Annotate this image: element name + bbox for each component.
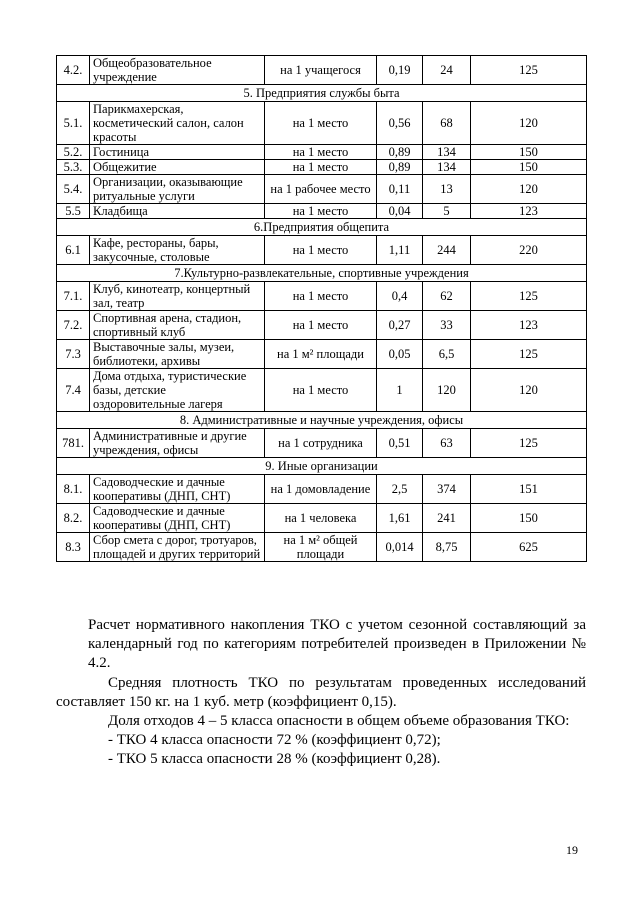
paragraph-text: Доля отходов 4 – 5 класса опасности в общем объеме образования ТКО: [108, 713, 570, 729]
category-name: Организации, оказывающие ритуальные услуги [90, 175, 265, 204]
row-number: 5.3. [57, 160, 90, 175]
category-name: Кладбища [90, 204, 265, 219]
table-row [57, 311, 587, 340]
paragraph-text: Средняя плотность ТКО по результатам проведенных исследований составляет 150 кг. на 1 куб. метр (коэффициент 0,15). [56, 675, 586, 710]
section-row [57, 219, 587, 236]
table-body [57, 56, 587, 562]
norm-value-2: 6,5 [423, 340, 471, 369]
calculation-unit: на 1 место [265, 102, 377, 145]
paragraph-density [56, 674, 586, 712]
calculation-unit: на 1 место [265, 369, 377, 412]
norm-value-3: 150 [471, 160, 587, 175]
section-title: 7.Культурно-развлекательные, спортивные учреждения [57, 265, 587, 282]
table-row [57, 56, 587, 85]
norm-value-3: 120 [471, 369, 587, 412]
norm-value-1: 1,11 [377, 236, 423, 265]
row-number: 6.1 [57, 236, 90, 265]
norm-value-2: 134 [423, 160, 471, 175]
norm-value-3: 123 [471, 204, 587, 219]
norm-value-3: 120 [471, 102, 587, 145]
row-number: 8.1. [57, 475, 90, 504]
norm-value-2: 13 [423, 175, 471, 204]
calculation-unit: на 1 домовладение [265, 475, 377, 504]
category-name: Гостиница [90, 145, 265, 160]
norm-value-3: 125 [471, 56, 587, 85]
norm-value-3: 151 [471, 475, 587, 504]
norm-value-2: 33 [423, 311, 471, 340]
section-title: 9. Иные организации [57, 458, 587, 475]
table-row [57, 204, 587, 219]
category-name: Общеобразовательное учреждение [90, 56, 265, 85]
norm-value-1: 0,4 [377, 282, 423, 311]
calculation-unit: на 1 место [265, 282, 377, 311]
norm-value-1: 1,61 [377, 504, 423, 533]
table-row [57, 429, 587, 458]
row-number: 7.3 [57, 340, 90, 369]
category-name: Общежитие [90, 160, 265, 175]
norm-value-1: 0,89 [377, 160, 423, 175]
row-number: 5.4. [57, 175, 90, 204]
category-name: Садоводческие и дачные кооперативы (ДНП, СНТ) [90, 475, 265, 504]
calculation-unit: на 1 место [265, 160, 377, 175]
table-row [57, 160, 587, 175]
norm-value-1: 0,19 [377, 56, 423, 85]
row-number: 8.2. [57, 504, 90, 533]
section-row [57, 458, 587, 475]
row-number: 5.2. [57, 145, 90, 160]
table-row [57, 504, 587, 533]
norm-value-3: 125 [471, 282, 587, 311]
norm-value-1: 2,5 [377, 475, 423, 504]
paragraph-text: Расчет нормативного накопления ТКО с учетом сезонной составляющий за календарный год по категориям потребителей произведен в Приложении № 4.2. [88, 617, 586, 671]
list-item-text: - ТКО 5 класса опасности 28 % (коэффициент 0,28). [108, 751, 441, 767]
category-name: Выставочные залы, музеи, библиотеки, архивы [90, 340, 265, 369]
calculation-unit: на 1 место [265, 145, 377, 160]
calculation-unit: на 1 место [265, 311, 377, 340]
norm-value-2: 244 [423, 236, 471, 265]
row-number: 5.5 [57, 204, 90, 219]
norm-value-2: 8,75 [423, 533, 471, 562]
norm-value-1: 0,014 [377, 533, 423, 562]
paragraph-calculation [88, 616, 586, 673]
page-number: 19 [566, 843, 578, 857]
norm-value-2: 134 [423, 145, 471, 160]
calculation-unit: на 1 сотрудника [265, 429, 377, 458]
row-number: 5.1. [57, 102, 90, 145]
row-number: 7.1. [57, 282, 90, 311]
norm-value-2: 374 [423, 475, 471, 504]
calculation-unit: на 1 место [265, 204, 377, 219]
category-name: Садоводческие и дачные кооперативы (ДНП, СНТ) [90, 504, 265, 533]
category-name: Спортивная арена, стадион, спортивный клуб [90, 311, 265, 340]
norm-value-1: 0,27 [377, 311, 423, 340]
calculation-unit: на 1 место [265, 236, 377, 265]
table-row [57, 145, 587, 160]
table-row [57, 369, 587, 412]
row-number: 7.2. [57, 311, 90, 340]
row-number: 8.3 [57, 533, 90, 562]
section-row [57, 85, 587, 102]
category-name: Кафе, рестораны, бары, закусочные, столовые [90, 236, 265, 265]
section-row [57, 412, 587, 429]
list-item-text: - ТКО 4 класса опасности 72 % (коэффициент 0,72); [108, 732, 441, 748]
table-row [57, 340, 587, 369]
list-item-class4 [108, 731, 586, 750]
norm-value-3: 150 [471, 504, 587, 533]
table-row [57, 102, 587, 145]
norm-value-2: 63 [423, 429, 471, 458]
norm-value-1: 0,11 [377, 175, 423, 204]
table-row [57, 475, 587, 504]
category-name: Дома отдыха, туристические базы, детские оздоровительные лагеря [90, 369, 265, 412]
calculation-unit: на 1 учащегося [265, 56, 377, 85]
table-row [57, 236, 587, 265]
norm-value-1: 1 [377, 369, 423, 412]
calculation-unit: на 1 м² площади [265, 340, 377, 369]
section-title: 8. Административные и научные учреждения, офисы [57, 412, 587, 429]
norm-value-1: 0,51 [377, 429, 423, 458]
norm-value-1: 0,04 [377, 204, 423, 219]
norm-value-2: 62 [423, 282, 471, 311]
category-name: Административные и другие учреждения, офисы [90, 429, 265, 458]
table-row [57, 175, 587, 204]
calculation-unit: на 1 рабочее место [265, 175, 377, 204]
row-number: 7.4 [57, 369, 90, 412]
category-name: Клуб, кинотеатр, концертный зал, театр [90, 282, 265, 311]
norm-value-1: 0,89 [377, 145, 423, 160]
list-item-class5 [108, 750, 586, 769]
norm-value-1: 0,56 [377, 102, 423, 145]
norm-value-3: 220 [471, 236, 587, 265]
norm-value-1: 0,05 [377, 340, 423, 369]
calculation-unit: на 1 м² общей площади [265, 533, 377, 562]
norm-value-2: 241 [423, 504, 471, 533]
row-number: 4.2. [57, 56, 90, 85]
norm-value-2: 5 [423, 204, 471, 219]
category-name: Парикмахерская, косметический салон, салон красоты [90, 102, 265, 145]
norm-value-3: 125 [471, 429, 587, 458]
category-name: Сбор смета с дорог, тротуаров, площадей и других территорий [90, 533, 265, 562]
norm-value-3: 120 [471, 175, 587, 204]
waste-norms-table [56, 55, 587, 562]
section-title: 6.Предприятия общепита [57, 219, 587, 236]
paragraph-hazard-share [108, 712, 586, 731]
row-number: 781. [57, 429, 90, 458]
calculation-unit: на 1 человека [265, 504, 377, 533]
norm-value-3: 625 [471, 533, 587, 562]
table-row [57, 533, 587, 562]
norm-value-3: 125 [471, 340, 587, 369]
norm-value-2: 24 [423, 56, 471, 85]
norm-value-2: 120 [423, 369, 471, 412]
norm-value-2: 68 [423, 102, 471, 145]
section-title: 5. Предприятия службы быта [57, 85, 587, 102]
section-row [57, 265, 587, 282]
table-row [57, 282, 587, 311]
norm-value-3: 123 [471, 311, 587, 340]
norm-value-3: 150 [471, 145, 587, 160]
